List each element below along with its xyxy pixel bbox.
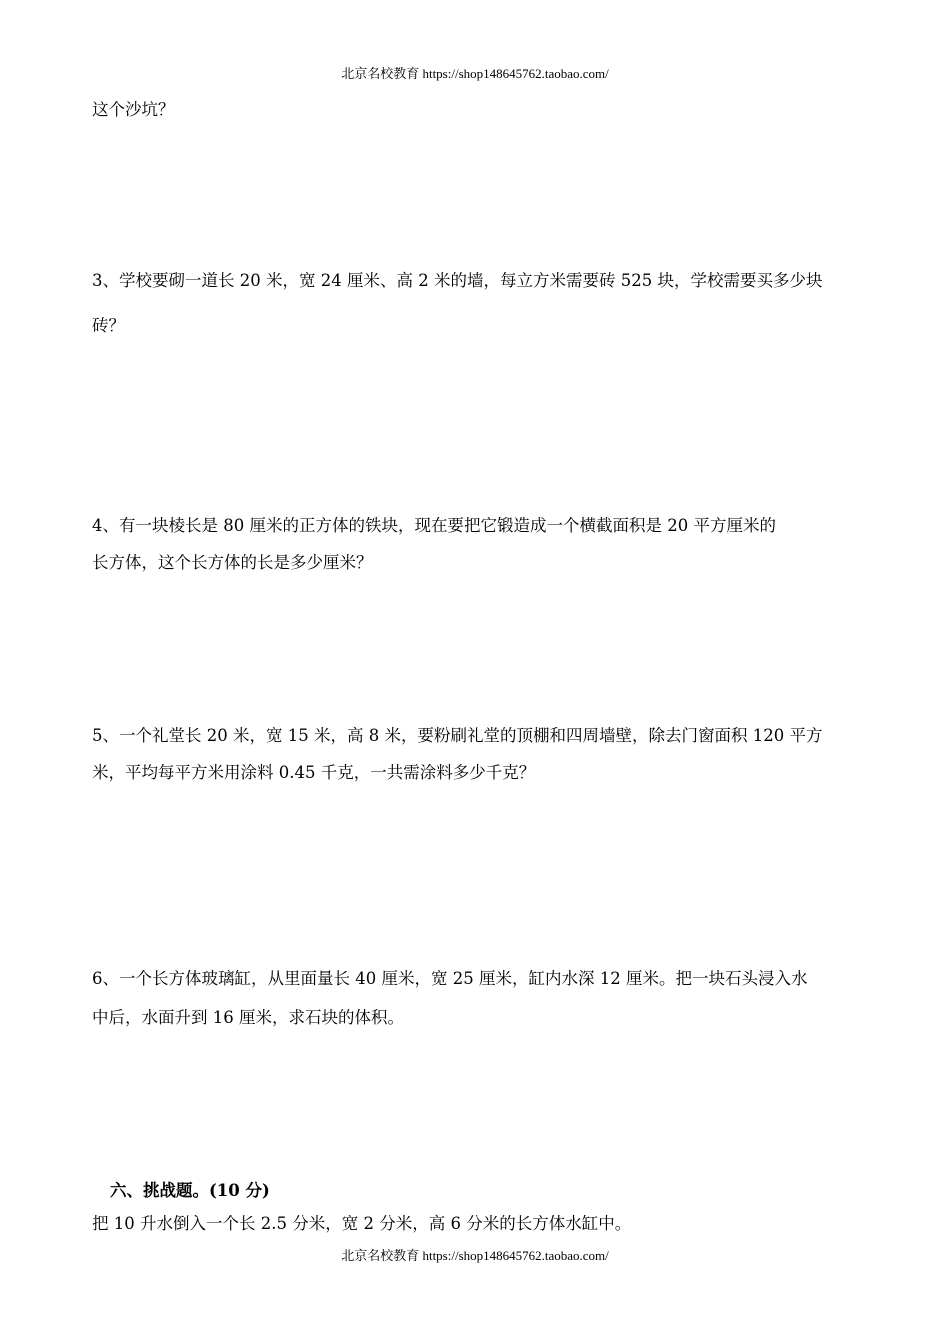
question-6-line-2: 中后，水面升到 16 厘米，求石块的体积。 bbox=[92, 1008, 404, 1027]
question-3-line-2: 砖？ bbox=[92, 316, 125, 335]
question-5-line-1: 5、一个礼堂长 20 米，宽 15 米，高 8 米，要粉刷礼堂的顶棚和四周墙壁，除去门窗面积 120 平方 bbox=[92, 726, 823, 745]
section-6-title: 六、挑战题。(10 分) bbox=[110, 1181, 270, 1200]
question-2-continuation: 这个沙坑？ bbox=[92, 100, 175, 119]
question-4-line-1: 4、有一块棱长是 80 厘米的正方体的铁块，现在要把它锻造成一个横截面积是 20 平方厘米的 bbox=[92, 516, 776, 535]
question-6-line-1: 6、一个长方体玻璃缸，从里面量长 40 厘米，宽 25 厘米，缸内水深 12 厘米。把一块石头浸入水 bbox=[92, 969, 808, 988]
question-4-line-2: 长方体，这个长方体的长是多少厘米？ bbox=[92, 553, 373, 572]
question-5-line-2: 米，平均每平方米用涂料 0.45 千克，一共需涂料多少千克？ bbox=[92, 763, 536, 782]
page-footer: 北京名校教育 https://shop148645762.taobao.com/ bbox=[341, 1248, 609, 1263]
page-header: 北京名校教育 https://shop148645762.taobao.com/ bbox=[341, 66, 609, 81]
section-6-problem-line-1: 把 10 升水倒入一个长 2.5 分米，宽 2 分米，高 6 分米的长方体水缸中。 bbox=[92, 1214, 632, 1233]
question-3-line-1: 3、学校要砌一道长 20 米，宽 24 厘米、高 2 米的墙，每立方米需要砖 525 块，学校需要买多少块 bbox=[92, 271, 823, 290]
